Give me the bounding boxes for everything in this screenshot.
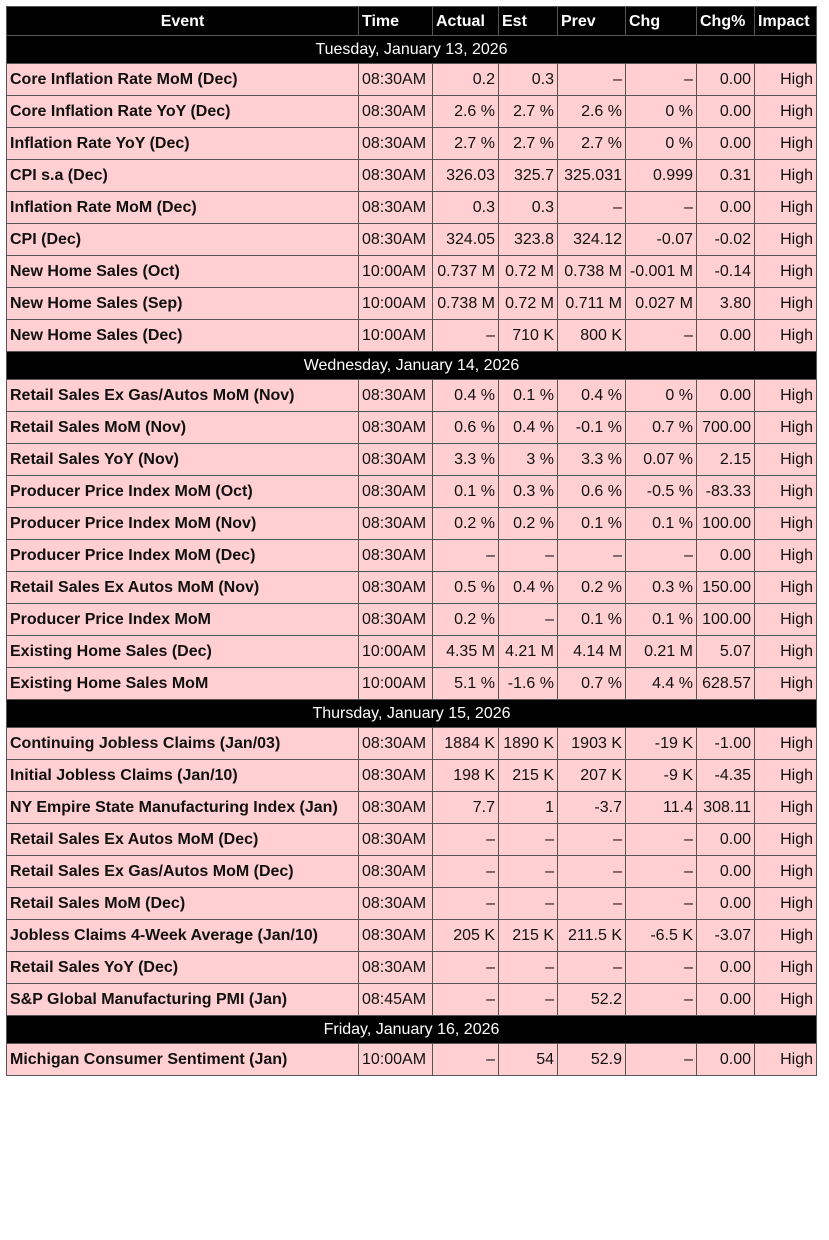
event-est: 0.4 %	[499, 572, 558, 604]
table-row[interactable]	[7, 540, 817, 572]
event-prev: 52.2	[558, 984, 626, 1016]
event-est: 1	[499, 792, 558, 824]
event-name: Retail Sales MoM (Dec)	[7, 888, 359, 920]
event-prev: 0.2 %	[558, 572, 626, 604]
event-impact: High	[755, 728, 817, 760]
event-actual: 0.3	[433, 192, 499, 224]
event-actual: 0.737 M	[433, 256, 499, 288]
event-impact: High	[755, 508, 817, 540]
table-row[interactable]	[7, 792, 817, 824]
table-row[interactable]	[7, 856, 817, 888]
event-chg-percent: -0.02	[697, 224, 755, 256]
event-chg: –	[626, 1044, 697, 1076]
event-chg: 0 %	[626, 128, 697, 160]
event-impact: High	[755, 412, 817, 444]
event-impact: High	[755, 128, 817, 160]
table-row[interactable]	[7, 256, 817, 288]
event-prev: -0.1 %	[558, 412, 626, 444]
table-row[interactable]	[7, 1044, 817, 1076]
event-name: Retail Sales Ex Autos MoM (Dec)	[7, 824, 359, 856]
event-actual: –	[433, 540, 499, 572]
event-time: 08:30AM	[359, 540, 433, 572]
table-row[interactable]	[7, 160, 817, 192]
event-name: NY Empire State Manufacturing Index (Jan)	[7, 792, 359, 824]
header-chg-percent: Chg%	[697, 7, 755, 36]
event-impact: High	[755, 444, 817, 476]
event-chg: –	[626, 856, 697, 888]
event-time: 08:30AM	[359, 760, 433, 792]
table-row[interactable]	[7, 320, 817, 352]
event-impact: High	[755, 224, 817, 256]
event-chg: -0.07	[626, 224, 697, 256]
event-impact: High	[755, 952, 817, 984]
event-time: 08:30AM	[359, 224, 433, 256]
table-row[interactable]	[7, 128, 817, 160]
event-impact: High	[755, 256, 817, 288]
header-chg: Chg	[626, 7, 697, 36]
event-chg: –	[626, 888, 697, 920]
event-actual: 205 K	[433, 920, 499, 952]
table-row[interactable]	[7, 920, 817, 952]
event-actual: 3.3 %	[433, 444, 499, 476]
event-est: 215 K	[499, 920, 558, 952]
day-date-label: Tuesday, January 13, 2026	[7, 36, 817, 64]
event-est: 0.4 %	[499, 412, 558, 444]
event-est: –	[499, 984, 558, 1016]
day-separator-row	[7, 700, 817, 728]
event-actual: 4.35 M	[433, 636, 499, 668]
table-row[interactable]	[7, 224, 817, 256]
event-prev: 0.7 %	[558, 668, 626, 700]
event-est: 0.3 %	[499, 476, 558, 508]
table-row[interactable]	[7, 668, 817, 700]
event-chg: 0.07 %	[626, 444, 697, 476]
event-chg-percent: 0.00	[697, 856, 755, 888]
event-actual: 7.7	[433, 792, 499, 824]
event-name: Inflation Rate MoM (Dec)	[7, 192, 359, 224]
event-chg: -0.001 M	[626, 256, 697, 288]
event-est: –	[499, 604, 558, 636]
event-time: 08:30AM	[359, 96, 433, 128]
event-name: Producer Price Index MoM (Dec)	[7, 540, 359, 572]
event-impact: High	[755, 824, 817, 856]
event-actual: –	[433, 952, 499, 984]
event-prev: 0.738 M	[558, 256, 626, 288]
event-chg-percent: 0.00	[697, 1044, 755, 1076]
event-chg: 0.7 %	[626, 412, 697, 444]
event-name: New Home Sales (Oct)	[7, 256, 359, 288]
table-header-row	[7, 7, 817, 36]
event-name: Retail Sales MoM (Nov)	[7, 412, 359, 444]
economic-calendar	[6, 6, 817, 1076]
event-chg: –	[626, 64, 697, 96]
table-row[interactable]	[7, 444, 817, 476]
event-chg-percent: 2.15	[697, 444, 755, 476]
event-actual: 0.6 %	[433, 412, 499, 444]
event-actual: –	[433, 856, 499, 888]
event-est: 0.1 %	[499, 380, 558, 412]
event-name: Inflation Rate YoY (Dec)	[7, 128, 359, 160]
event-time: 08:30AM	[359, 192, 433, 224]
event-chg: -0.5 %	[626, 476, 697, 508]
event-est: 0.72 M	[499, 288, 558, 320]
event-impact: High	[755, 192, 817, 224]
event-impact: High	[755, 792, 817, 824]
event-chg-percent: 0.00	[697, 952, 755, 984]
event-time: 08:30AM	[359, 508, 433, 540]
event-actual: –	[433, 888, 499, 920]
event-time: 08:45AM	[359, 984, 433, 1016]
event-est: –	[499, 952, 558, 984]
event-chg-percent: 150.00	[697, 572, 755, 604]
event-impact: High	[755, 572, 817, 604]
event-name: Continuing Jobless Claims (Jan/03)	[7, 728, 359, 760]
day-date-label: Wednesday, January 14, 2026	[7, 352, 817, 380]
event-prev: –	[558, 856, 626, 888]
event-time: 08:30AM	[359, 604, 433, 636]
event-chg-percent: 100.00	[697, 604, 755, 636]
event-time: 08:30AM	[359, 160, 433, 192]
event-prev: 0.6 %	[558, 476, 626, 508]
event-chg: 0.1 %	[626, 508, 697, 540]
table-row[interactable]	[7, 192, 817, 224]
table-row[interactable]	[7, 288, 817, 320]
event-prev: -3.7	[558, 792, 626, 824]
event-time: 10:00AM	[359, 636, 433, 668]
event-actual: –	[433, 984, 499, 1016]
header-est: Est	[499, 7, 558, 36]
event-name: Jobless Claims 4-Week Average (Jan/10)	[7, 920, 359, 952]
table-body	[7, 36, 817, 1076]
event-prev: 207 K	[558, 760, 626, 792]
event-name: S&P Global Manufacturing PMI (Jan)	[7, 984, 359, 1016]
event-impact: High	[755, 1044, 817, 1076]
event-chg-percent: 0.00	[697, 64, 755, 96]
event-time: 10:00AM	[359, 1044, 433, 1076]
event-time: 08:30AM	[359, 64, 433, 96]
event-prev: 0.711 M	[558, 288, 626, 320]
event-actual: 1884 K	[433, 728, 499, 760]
event-prev: 0.1 %	[558, 604, 626, 636]
event-time: 08:30AM	[359, 412, 433, 444]
table-row[interactable]	[7, 888, 817, 920]
event-time: 10:00AM	[359, 668, 433, 700]
event-name: CPI (Dec)	[7, 224, 359, 256]
event-chg-percent: -3.07	[697, 920, 755, 952]
event-chg-percent: 0.00	[697, 540, 755, 572]
event-chg: 0.999	[626, 160, 697, 192]
header-impact: Impact	[755, 7, 817, 36]
event-est: –	[499, 540, 558, 572]
event-name: Retail Sales Ex Autos MoM (Nov)	[7, 572, 359, 604]
event-chg: 0 %	[626, 96, 697, 128]
event-impact: High	[755, 320, 817, 352]
event-chg-percent: 0.00	[697, 128, 755, 160]
event-chg: 0 %	[626, 380, 697, 412]
event-chg: 4.4 %	[626, 668, 697, 700]
day-date-label: Friday, January 16, 2026	[7, 1016, 817, 1044]
event-actual: 5.1 %	[433, 668, 499, 700]
event-est: 215 K	[499, 760, 558, 792]
event-chg-percent: 0.00	[697, 380, 755, 412]
event-name: Producer Price Index MoM	[7, 604, 359, 636]
event-chg-percent: 0.00	[697, 824, 755, 856]
event-chg-percent: 3.80	[697, 288, 755, 320]
event-name: Producer Price Index MoM (Nov)	[7, 508, 359, 540]
event-actual: 0.2 %	[433, 508, 499, 540]
event-prev: 325.031	[558, 160, 626, 192]
event-time: 08:30AM	[359, 476, 433, 508]
event-actual: –	[433, 1044, 499, 1076]
table-row[interactable]	[7, 984, 817, 1016]
event-actual: 326.03	[433, 160, 499, 192]
event-est: 4.21 M	[499, 636, 558, 668]
event-actual: 2.6 %	[433, 96, 499, 128]
event-name: Producer Price Index MoM (Oct)	[7, 476, 359, 508]
event-name: Retail Sales Ex Gas/Autos MoM (Nov)	[7, 380, 359, 412]
event-est: –	[499, 888, 558, 920]
event-actual: 0.1 %	[433, 476, 499, 508]
day-separator-row	[7, 1016, 817, 1044]
event-chg: -19 K	[626, 728, 697, 760]
event-chg-percent: 0.00	[697, 984, 755, 1016]
event-prev: 2.7 %	[558, 128, 626, 160]
event-chg-percent: -0.14	[697, 256, 755, 288]
event-impact: High	[755, 476, 817, 508]
event-time: 08:30AM	[359, 128, 433, 160]
event-time: 08:30AM	[359, 792, 433, 824]
event-impact: High	[755, 604, 817, 636]
event-impact: High	[755, 856, 817, 888]
event-chg: –	[626, 540, 697, 572]
event-est: 0.3	[499, 192, 558, 224]
event-actual: –	[433, 824, 499, 856]
event-name: New Home Sales (Sep)	[7, 288, 359, 320]
event-prev: –	[558, 952, 626, 984]
header-time: Time	[359, 7, 433, 36]
table-row[interactable]	[7, 728, 817, 760]
table-row[interactable]	[7, 64, 817, 96]
event-prev: 4.14 M	[558, 636, 626, 668]
header-prev: Prev	[558, 7, 626, 36]
event-chg-percent: 0.00	[697, 96, 755, 128]
event-name: Core Inflation Rate YoY (Dec)	[7, 96, 359, 128]
event-time: 10:00AM	[359, 288, 433, 320]
event-prev: –	[558, 888, 626, 920]
event-prev: 0.1 %	[558, 508, 626, 540]
event-est: 0.2 %	[499, 508, 558, 540]
event-time: 10:00AM	[359, 256, 433, 288]
event-chg-percent: -83.33	[697, 476, 755, 508]
event-chg-percent: 628.57	[697, 668, 755, 700]
event-prev: 800 K	[558, 320, 626, 352]
event-chg-percent: 700.00	[697, 412, 755, 444]
table-row[interactable]	[7, 636, 817, 668]
event-chg: 0.3 %	[626, 572, 697, 604]
event-chg: 11.4	[626, 792, 697, 824]
event-actual: –	[433, 320, 499, 352]
event-impact: High	[755, 888, 817, 920]
day-separator-row	[7, 36, 817, 64]
event-impact: High	[755, 288, 817, 320]
event-time: 08:30AM	[359, 856, 433, 888]
event-chg: -9 K	[626, 760, 697, 792]
event-prev: 211.5 K	[558, 920, 626, 952]
event-time: 08:30AM	[359, 888, 433, 920]
event-time: 08:30AM	[359, 824, 433, 856]
event-est: –	[499, 824, 558, 856]
event-impact: High	[755, 984, 817, 1016]
event-chg-percent: 5.07	[697, 636, 755, 668]
event-actual: 0.2	[433, 64, 499, 96]
event-impact: High	[755, 920, 817, 952]
table-row[interactable]	[7, 824, 817, 856]
event-chg: 0.027 M	[626, 288, 697, 320]
event-prev: 52.9	[558, 1044, 626, 1076]
event-name: Retail Sales YoY (Nov)	[7, 444, 359, 476]
event-time: 08:30AM	[359, 444, 433, 476]
event-chg: 0.1 %	[626, 604, 697, 636]
event-est: 2.7 %	[499, 128, 558, 160]
event-time: 10:00AM	[359, 320, 433, 352]
event-est: 325.7	[499, 160, 558, 192]
event-chg-percent: 0.00	[697, 320, 755, 352]
event-time: 08:30AM	[359, 572, 433, 604]
event-chg-percent: 308.11	[697, 792, 755, 824]
event-est: 54	[499, 1044, 558, 1076]
event-actual: 0.738 M	[433, 288, 499, 320]
event-est: 0.3	[499, 64, 558, 96]
header-actual: Actual	[433, 7, 499, 36]
event-actual: 2.7 %	[433, 128, 499, 160]
event-chg: –	[626, 192, 697, 224]
event-prev: –	[558, 64, 626, 96]
table-row[interactable]	[7, 760, 817, 792]
event-actual: 0.4 %	[433, 380, 499, 412]
event-impact: High	[755, 160, 817, 192]
event-time: 08:30AM	[359, 920, 433, 952]
header-event: Event	[7, 7, 359, 36]
event-est: -1.6 %	[499, 668, 558, 700]
event-chg: –	[626, 952, 697, 984]
event-chg-percent: 100.00	[697, 508, 755, 540]
event-actual: 0.5 %	[433, 572, 499, 604]
event-prev: –	[558, 540, 626, 572]
event-impact: High	[755, 668, 817, 700]
event-chg: 0.21 M	[626, 636, 697, 668]
table-row[interactable]	[7, 572, 817, 604]
event-prev: 2.6 %	[558, 96, 626, 128]
event-prev: –	[558, 824, 626, 856]
event-prev: –	[558, 192, 626, 224]
event-chg-percent: 0.00	[697, 192, 755, 224]
event-chg-percent: -1.00	[697, 728, 755, 760]
event-est: 323.8	[499, 224, 558, 256]
table-row[interactable]	[7, 380, 817, 412]
event-impact: High	[755, 96, 817, 128]
event-impact: High	[755, 636, 817, 668]
event-name: Initial Jobless Claims (Jan/10)	[7, 760, 359, 792]
event-prev: 1903 K	[558, 728, 626, 760]
event-est: 710 K	[499, 320, 558, 352]
event-est: –	[499, 856, 558, 888]
event-time: 08:30AM	[359, 380, 433, 412]
event-actual: 198 K	[433, 760, 499, 792]
event-time: 08:30AM	[359, 952, 433, 984]
day-separator-row	[7, 352, 817, 380]
event-prev: 3.3 %	[558, 444, 626, 476]
event-chg: –	[626, 824, 697, 856]
event-chg: –	[626, 320, 697, 352]
event-impact: High	[755, 540, 817, 572]
event-impact: High	[755, 380, 817, 412]
event-chg-percent: 0.31	[697, 160, 755, 192]
event-name: Core Inflation Rate MoM (Dec)	[7, 64, 359, 96]
event-name: Michigan Consumer Sentiment (Jan)	[7, 1044, 359, 1076]
economic-calendar-table	[6, 6, 817, 1076]
event-name: CPI s.a (Dec)	[7, 160, 359, 192]
table-row[interactable]	[7, 476, 817, 508]
event-prev: 324.12	[558, 224, 626, 256]
event-time: 08:30AM	[359, 728, 433, 760]
event-chg-percent: 0.00	[697, 888, 755, 920]
table-row[interactable]	[7, 604, 817, 636]
event-chg: -6.5 K	[626, 920, 697, 952]
event-actual: 0.2 %	[433, 604, 499, 636]
table-row[interactable]	[7, 508, 817, 540]
event-name: Existing Home Sales (Dec)	[7, 636, 359, 668]
event-est: 2.7 %	[499, 96, 558, 128]
event-name: New Home Sales (Dec)	[7, 320, 359, 352]
event-name: Retail Sales Ex Gas/Autos MoM (Dec)	[7, 856, 359, 888]
table-row[interactable]	[7, 96, 817, 128]
event-prev: 0.4 %	[558, 380, 626, 412]
event-est: 3 %	[499, 444, 558, 476]
event-chg: –	[626, 984, 697, 1016]
event-chg-percent: -4.35	[697, 760, 755, 792]
event-impact: High	[755, 64, 817, 96]
table-row[interactable]	[7, 412, 817, 444]
event-impact: High	[755, 760, 817, 792]
table-row[interactable]	[7, 952, 817, 984]
event-actual: 324.05	[433, 224, 499, 256]
event-name: Retail Sales YoY (Dec)	[7, 952, 359, 984]
event-name: Existing Home Sales MoM	[7, 668, 359, 700]
day-date-label: Thursday, January 15, 2026	[7, 700, 817, 728]
event-est: 1890 K	[499, 728, 558, 760]
event-est: 0.72 M	[499, 256, 558, 288]
